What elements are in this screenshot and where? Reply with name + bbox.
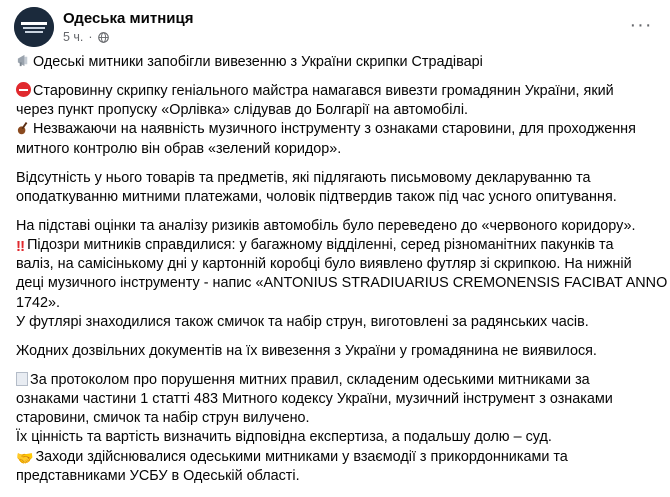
paragraph-6: За протоколом про порушення митних правил, складеним одеськими митниками за ознаками частини 1 статті 483 Митного кодексу України, музичний інструмент з ознаками старовини, смичок та набір струн вилучено. Їх цінність та вартість визначить відповідна експертиза, а подальшу долю – суд. 🤝 Заходи здійснювалися одеськими митниками у взаємодії з прикордонниками та представниками УСБУ в Одеській області.: [16, 371, 613, 484]
more-options-button[interactable]: [626, 10, 656, 40]
post-meta: 5 ч. ·: [63, 29, 193, 45]
violin-icon: [16, 120, 31, 135]
post-title: [16, 53, 656, 72]
avatar[interactable]: [14, 7, 54, 47]
paragraph-2: Незважаючи на наявність музичного інструменту з ознаками старовини, для проходження митного контролю він обрав «зелений коридор».: [16, 121, 636, 157]
post-title-text: Одеські митники запобігли вивезенню з України скрипки Страдіварі: [33, 54, 483, 70]
customs-logo-icon: [14, 7, 54, 47]
memo-icon: [16, 372, 28, 386]
paragraph-5: Жодних дозвільних документів на їх вивезення з України у громадянина не виявилося.: [16, 342, 597, 359]
handshake-icon: 🤝: [16, 449, 34, 466]
post-timestamp[interactable]: 5 ч.: [63, 30, 84, 44]
paragraph-3: Відсутність у нього товарів та предметів, які підлягають письмовому декларуванню та оподаткуванню митними платежами, чоловік підтвердив також під час усного опитування.: [16, 169, 617, 205]
post-header: [14, 7, 193, 47]
no-entry-icon: [16, 82, 31, 97]
globe-icon: [98, 32, 109, 43]
post-body: [16, 53, 668, 496]
double-exclamation-icon: ‼: [16, 238, 26, 256]
paragraph-1: Старовинну скрипку геніального майстра намагався вивезти громадянин України, який через пункт пропуску «Орлівка» слідував до Болгарії на автомобілі.: [16, 83, 614, 119]
more-options-icon: ···: [629, 13, 653, 36]
megaphone-icon: [16, 53, 31, 68]
page-name[interactable]: Одеська митниця: [63, 10, 194, 27]
paragraph-4: На підставі оцінки та аналізу ризиків автомобіль було переведено до «червоного коридору». ‼ Підозри митників справдилися: у багажному відділенні, серед різноманітних пакунків та валіз, на самісінькому дні у картонній коробці було виявлено футляр зі скрипкою. На нижній деці музичного інструменту - напис «ANTONIUS STRADIUARIUS CREMONENSIS FACIBAT ANNO 1742». У футлярі знаходилися також смичок та набір струн, виготовлені за радянських часів.: [16, 217, 668, 330]
